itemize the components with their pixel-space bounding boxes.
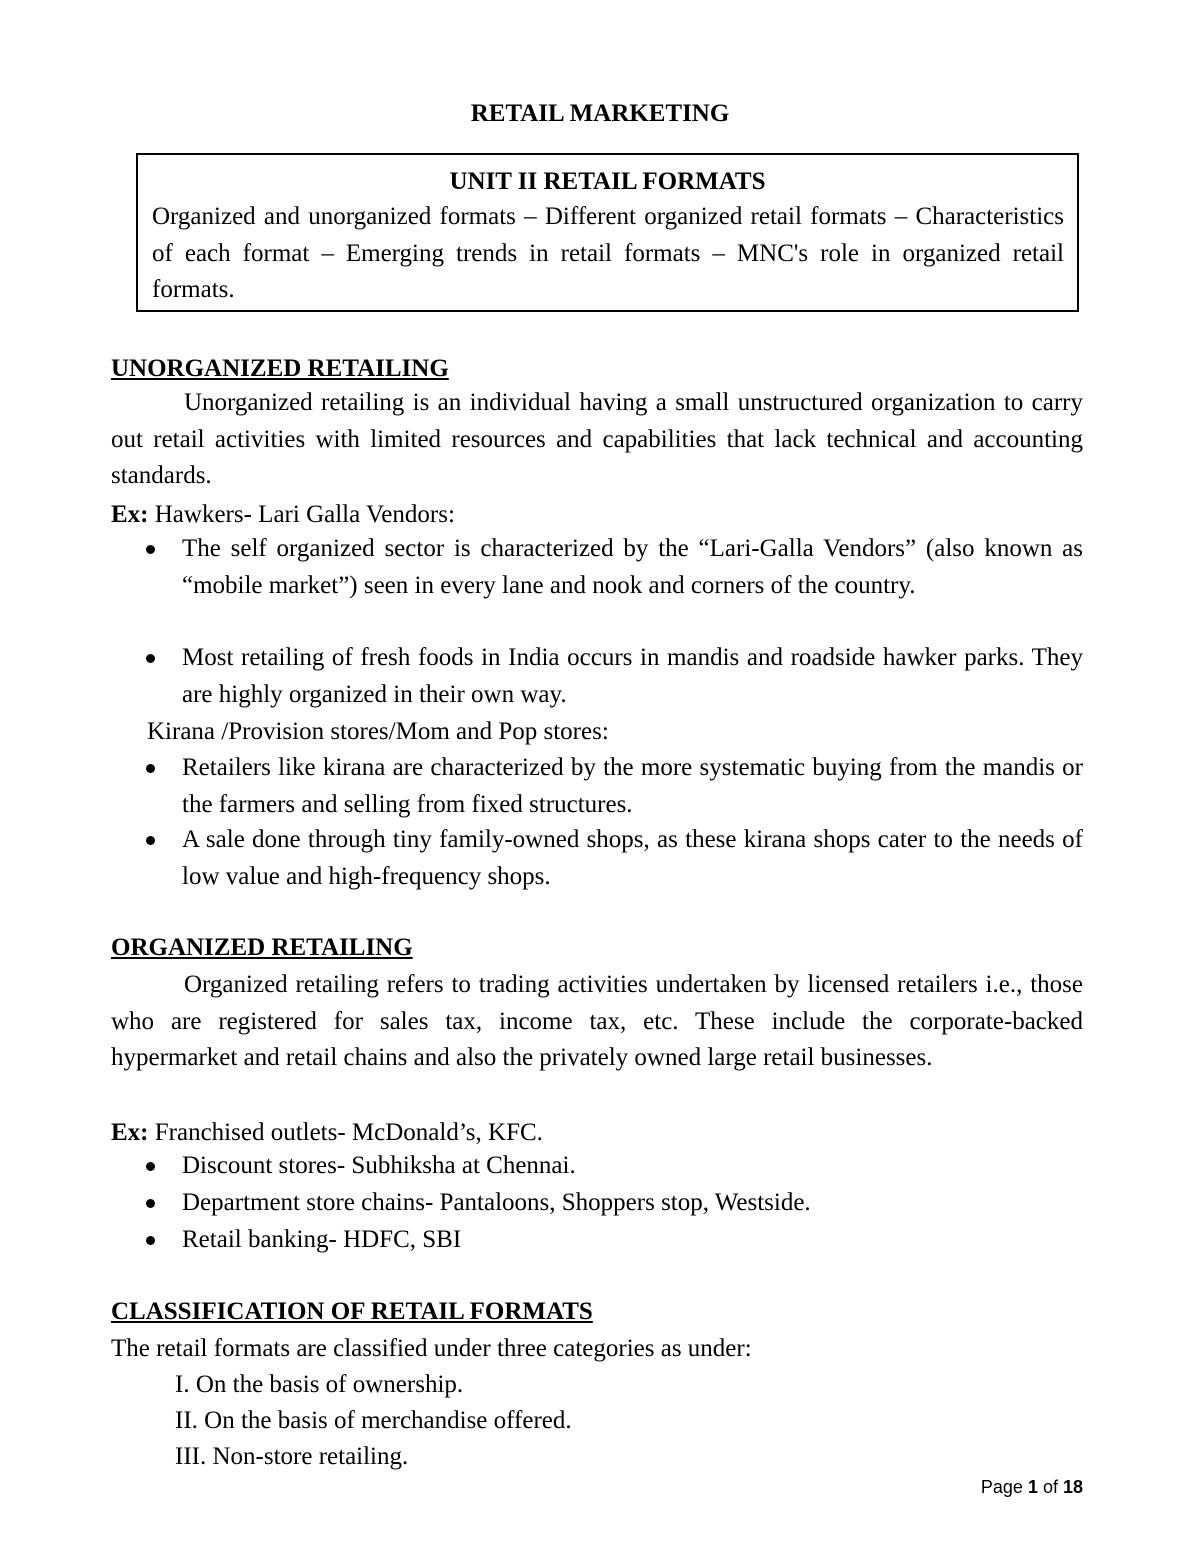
list-item: [143, 1185, 1083, 1222]
bullet-icon: [146, 836, 155, 845]
of-label: of: [1037, 1477, 1063, 1497]
bullet-icon: [146, 1162, 155, 1171]
list-item: [143, 750, 1083, 823]
unorganized-example: [111, 499, 455, 531]
page-total: 18: [1062, 1477, 1083, 1497]
list-item-text: A sale done through tiny family-owned shops, as these kirana shops cater to the needs of low value and high-frequency shops.: [182, 826, 1083, 890]
list-item-text: Most retailing of fresh foods in India occurs in mandis and roadside hawker parks. They are highly organized in their own way.: [182, 644, 1083, 708]
list-item: III. Non-store retailing.: [175, 1443, 409, 1470]
bullet-icon: [146, 654, 155, 663]
bullet-icon: [146, 764, 155, 773]
organized-paragraph: Organized retailing refers to trading activities undertaken by licensed retailers i.e., those who are registered for sales tax, income tax, etc. These include the corporate-backed hypermarket and retail chains and also the privately owned large retail businesses.: [111, 971, 1083, 1071]
bullet-icon: [146, 1199, 155, 1208]
bullet-icon: [146, 545, 155, 554]
page-footer: [981, 1476, 1083, 1498]
unit-summary-box: [136, 153, 1079, 312]
list-item: [143, 531, 1083, 604]
list-item: I. On the basis of ownership.: [175, 1371, 464, 1398]
list-item: [143, 822, 1083, 895]
section-heading-classification: CLASSIFICATION OF RETAIL FORMATS: [111, 1298, 593, 1325]
unit-description: Organized and unorganized formats – Different organized retail formats – Characteristics of each format – Emerging trends in retail formats – MNC's role in organized retail formats.: [152, 203, 1064, 303]
bullet-icon: [146, 1236, 155, 1245]
list-item: [143, 1148, 1083, 1185]
list-item-text: The self organized sector is characterized by the “Lari-Galla Vendors” (also known as “mobile market”) seen in every lane and nook and corners of the country.: [182, 535, 1083, 599]
organized-example: [111, 1117, 543, 1149]
page-number: 1: [1027, 1477, 1038, 1497]
page-label: Page: [980, 1477, 1028, 1497]
section-heading-organized: ORGANIZED RETAILING: [111, 934, 413, 961]
example-text: Hawkers- Lari Galla Vendors:: [148, 501, 455, 528]
list-item-text: Department store chains- Pantaloons, Shoppers stop, Westside.: [182, 1189, 811, 1216]
unit-title: UNIT II RETAIL FORMATS: [449, 168, 766, 195]
list-item-text: Discount stores- Subhiksha at Chennai.: [182, 1152, 576, 1179]
unorganized-paragraph: Unorganized retailing is an individual having a small unstructured organization to carry out retail activities with limited resources and capabilities that lack technical and accounting standards.: [111, 389, 1083, 489]
list-item-text: Retail banking- HDFC, SBI: [182, 1226, 462, 1253]
kirana-subheading: Kirana /Provision stores/Mom and Pop stores:: [147, 718, 609, 745]
list-item: [143, 1222, 1083, 1259]
section-heading-unorganized: UNORGANIZED RETAILING: [111, 355, 449, 382]
example-label: Ex:: [111, 501, 149, 528]
list-item: II. On the basis of merchandise offered.: [175, 1407, 572, 1434]
example-text: Franchised outlets- McDonald’s, KFC.: [148, 1119, 543, 1146]
document-title: RETAIL MARKETING: [470, 100, 730, 127]
classification-intro: The retail formats are classified under three categories as under:: [111, 1335, 752, 1362]
example-label: Ex:: [111, 1119, 149, 1146]
list-item-text: Retailers like kirana are characterized by the more systematic buying from the mandis or the farmers and selling from fixed structures.: [182, 754, 1083, 818]
list-item: [143, 640, 1083, 713]
